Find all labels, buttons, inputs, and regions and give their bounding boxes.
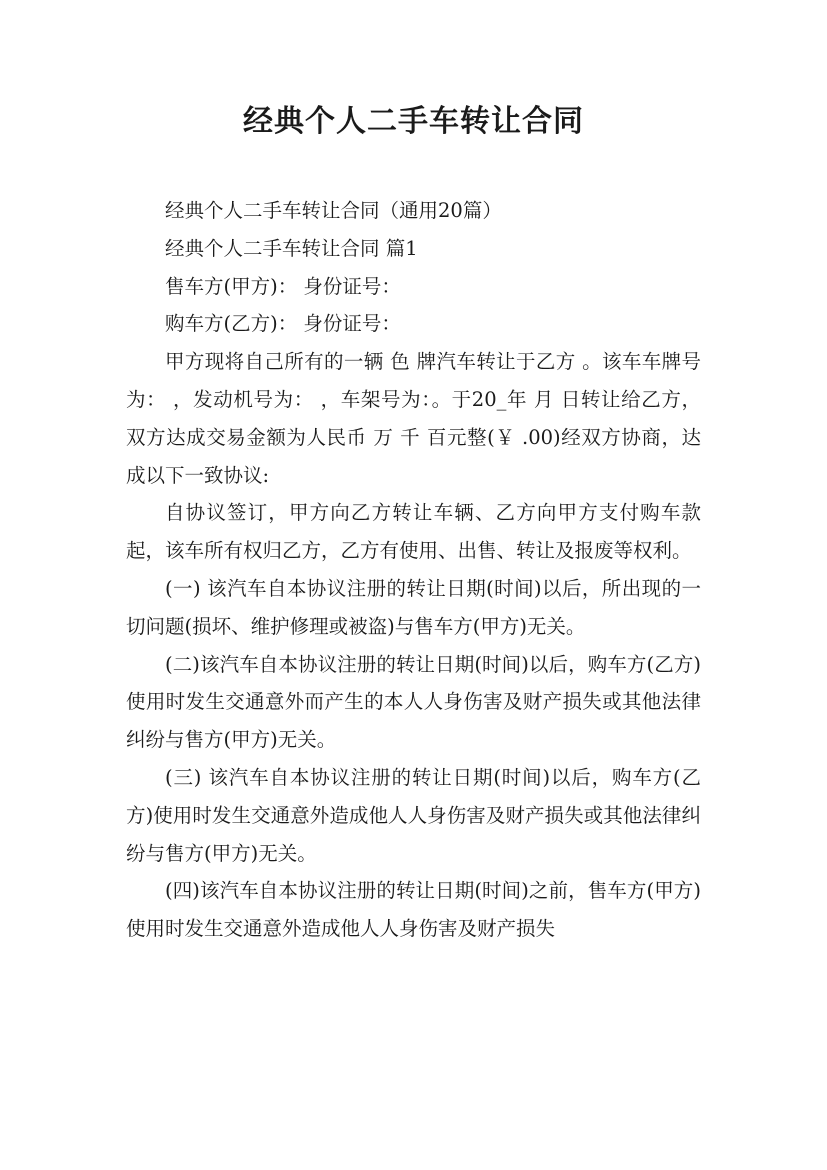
paragraph-clause-1: (一) 该汽车自本协议注册的转让日期(时间)以后，所出现的一切问题(损坏、维护修理或被盗)与售车方(甲方)无关。 [126,576,701,638]
paragraph-vehicle-details: 甲方现将自己所有的一辆 色 牌汽车转让于乙方 。该车车牌号为： ，发动机号为： ，车架号为：。于20_年 月 日转让给乙方，双方达成交易金额为人民币 万 千 百元整(￥ .00)经双方协商，达成以下一致协议: [126,350,701,487]
paragraph-buyer: 购车方(乙方)： 身份证号： [165,312,401,336]
document-body [126,192,701,948]
paragraph-seller: 售车方(甲方)： 身份证号： [165,274,401,298]
paragraph-subtitle: 经典个人二手车转让合同（通用20篇） [165,199,502,222]
paragraph-section-heading: 经典个人二手车转让合同 篇1 [165,236,418,260]
paragraph-clause-2: (二)该汽车自本协议注册的转让日期(时间)以后，购车方(乙方)使用时发生交通意外而产生的本人人身伤害及财产损失或其他法律纠纷与售方(甲方)无关。 [126,652,701,752]
paragraph-ownership: 自协议签订，甲方向乙方转让车辆、乙方向甲方支付购车款起，该车所有权归乙方，乙方有使用、出售、转让及报废等权利。 [126,501,701,563]
paragraph-clause-3: (三) 该汽车自本协议注册的转让日期(时间)以后，购车方(乙方)使用时发生交通意外造成他人人身伤害及财产损失或其他法律纠纷与售方(甲方)无关。 [126,765,701,865]
document-title: 经典个人二手车转让合同 [243,104,584,139]
paragraph-clause-4: (四)该汽车自本协议注册的转让日期(时间)之前，售车方(甲方)使用时发生交通意外造成他人人身伤害及财产损失 [126,879,701,941]
